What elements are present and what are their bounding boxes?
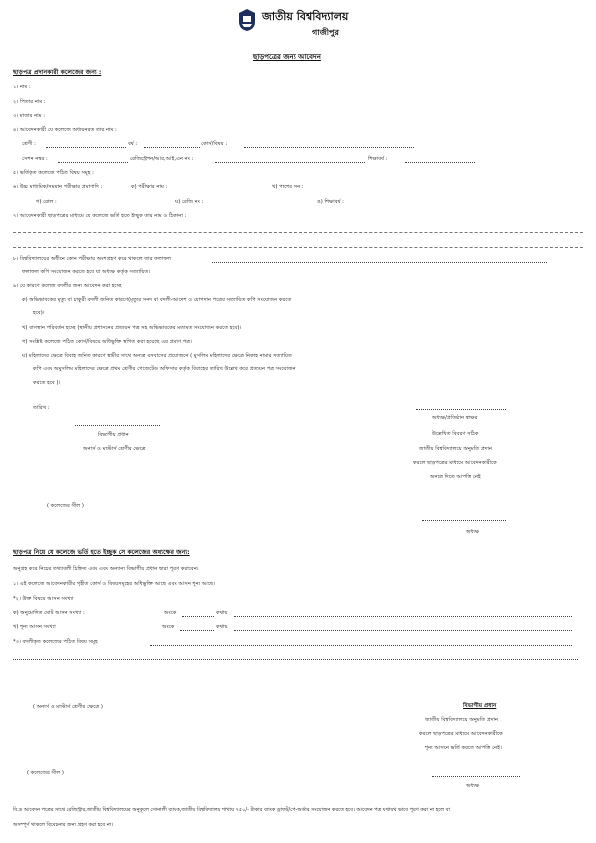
class-label: শ্রেণী : <box>22 141 36 147</box>
target-college-label: ৭। আবেদনকারী ছাড়পত্রের মাধ্যমে যে কলেজে ভর্তি হতে ইচ্ছুক তার নাম ও ঠিকানা : <box>13 213 187 219</box>
college-seal-label: ( কলেজের সীল ) <box>47 503 84 509</box>
prev-exam-field[interactable] <box>212 262 547 263</box>
section2-line-2: করলে ছাড়পত্রের মাধ্যমে আবেদনকারীকে <box>419 731 503 737</box>
reg-field[interactable] <box>215 162 365 163</box>
university-city: গাজীপুর <box>312 28 339 37</box>
reg-label: রেজিস্ট্রেশন/আর,আই,এন নং : <box>130 156 194 162</box>
field-father-label: ২। পিতার নাম : <box>13 99 46 105</box>
sessionyear-field[interactable] <box>405 162 475 163</box>
footer-note-1: বি.দ্র আবেদন পত্রের সাথে রেজিস্ট্রার,জাতীয় বিশ্ববিদ্যালয়ের অনুকূলে সোনালী ব্যাংক,জাতীয় বিশ্ববিদ্যালয় শাখায় ৭৫০/- টাকার ব্যাংক ড্রাফট/পে-অর্ডার সংযোজন করতে হবে। আবেদন পত্র যথাযথ ভাবে পূরণ করা না হলে বা <box>13 807 450 813</box>
university-name: জাতীয় বিশ্ববিদ্যালয় <box>262 10 349 23</box>
section2-principal-line[interactable] <box>432 776 520 777</box>
academic-year-label: ঙ) শিক্ষাবর্ষ : <box>317 199 344 205</box>
sessionyear-label: শিক্ষাবর্ষ : <box>368 156 388 162</box>
dept-head-signature-line[interactable] <box>75 425 160 426</box>
question-1: ১। এই কলেজে আবেদনকারীর গৃহীত কোর্স ও বিষয়সমূহের অধিভুক্তি আছে এবং আসন শূন্য আছে। <box>13 581 216 587</box>
class-field[interactable] <box>46 147 126 148</box>
total-seats-label: ক) অনুমোদিত মোট আসন সংখ্যা : <box>13 610 85 616</box>
section2-line-3: শূন্য আসনে ভর্তি করতে আপত্তি নেই। <box>425 745 502 751</box>
course-label: কোর্স/বিষয় : <box>201 141 228 147</box>
section2-seal-label: ( কলেজের সীল ) <box>27 770 64 776</box>
field-name-label: ১। নাম : <box>13 84 31 90</box>
principal-label: অধ্যক্ষ <box>466 529 480 535</box>
total-seats-words-field[interactable] <box>234 616 572 617</box>
section2-line-1: জাতীয় বিশ্ববিদ্যালয়ে অনুমতি প্রদান <box>425 717 499 723</box>
total-seats-words-label: কথায় <box>216 610 228 616</box>
reason-gha-1: ঘ) মহিলাদের ক্ষেত্রে বিবাহ জনিত কারণে স্বামীর সাথে অন্যত্র বসবাসের প্রয়োজনে ( মুসলিম মহিলাদের ক্ষেত্রে নিকাহ নামার সত্যায়িত <box>22 353 292 359</box>
question-3: *৩। বদলীকৃত কলেজের পঠিত বিষয় সমূহ <box>13 639 98 645</box>
reg-no-label: ঘ) রেজি নং : <box>175 199 204 205</box>
roll-label: গ) রোল : <box>36 199 57 205</box>
footer-note-2: অসম্পূর্ণ থাকলে বিবেচনার জন্য গ্রহণ করা হবে না। <box>13 822 114 828</box>
pass-year-label: খ) পাশের সন : <box>272 184 304 190</box>
section2-intro: অনুগ্রহ করে নিচের তথ্যাবলী চিহ্নিত এবং এবং অন্যান্য বিভাগীয় প্রধান দ্বারা পূরণ করাবেন। <box>13 566 199 572</box>
course-field[interactable] <box>244 147 414 148</box>
reason-kha: খ) বাসস্থান পরিবর্তন হচ্ছে (স্থানীয় প্রশাসনের প্রত্যয়ন পত্র সহ অভিভাবকের মতামত সংযোজন করতে হবে)। <box>22 325 242 331</box>
vacant-seats-words-field[interactable] <box>234 630 572 631</box>
total-seats-num-field[interactable] <box>182 616 214 617</box>
reason-gha-2: কপি এবং অমুসলিম মহিলাদের ক্ষেত্রে প্রথম শ্রেণীর গেজেটেড অফিসার কর্তৃক বিবাহের তারিখ উল্লেখ করে প্রত্যয়ন পত্র সংযোজন <box>33 366 296 372</box>
section2-title: ছাড়পত্র নিয়ে যে কলেজে ভর্তি হতে ইচ্ছুক সে কলেজের অধ্যক্ষের জন্য: <box>13 549 190 556</box>
target-college-line-2[interactable] <box>13 247 583 248</box>
principal-signature-line[interactable] <box>416 409 506 410</box>
exam-name-label: ক) পরীক্ষার নাম : <box>131 184 168 190</box>
subjects-field-2[interactable] <box>13 659 578 660</box>
vacant-seats-num-label: অংকে <box>162 624 175 630</box>
dept-head-sub: অনার্স ও মাস্টার্স শ্রেণীর ক্ষেত্রে <box>83 446 146 452</box>
field-college-label: ৪। আবেদনকারী যে কলেজে অধ্যয়নরত তার নাম : <box>13 127 117 133</box>
university-logo-icon <box>238 8 256 32</box>
section2-dept-sub: ( অনার্স ও মাস্টার্স শ্রেণীর ক্ষেত্রে ) <box>33 704 103 710</box>
section2-dept-head: বিভাগীয় প্রধান <box>463 703 497 709</box>
section2-principal-label: অধ্যক্ষ <box>466 783 480 789</box>
year-label: বর্ষ : <box>128 141 138 147</box>
target-college-line-1[interactable] <box>13 232 583 233</box>
prev-exam-label: ৮। বিশ্ববিদ্যালয়ের অধীনে কোন পরীক্ষায় অংশগ্রহণ করে থাকলে তার ফলাফল <box>13 256 172 262</box>
section1-title: ছাড়পত্র প্রদানকারী কলেজের জন্য : <box>13 69 102 76</box>
date-label: তারিখ : <box>33 405 50 411</box>
vacant-seats-label: খ) শূন্য আসন সংখ্যা <box>13 624 56 630</box>
result-copy-note: ফলাফল কপি সংযোজন করতে হবে যা অধ্যক্ষ কর্তৃক সত্যায়িত। <box>22 269 151 275</box>
approval-line-1: উল্লেখিত বিবরণ সঠিক <box>432 431 479 437</box>
reason-ka-1: ক) অভিভাবকের মৃত্যু বা চাকুরী বদলী জনিত কারণে(মৃত্যুর সনদ বা বদলী-আদেশ ও যোগদান পত্রের সত্যায়িত কপি সংযোজন করতে <box>22 297 292 303</box>
session-field[interactable] <box>58 162 128 163</box>
reason-ka-2: হবে)। <box>33 310 45 316</box>
dept-head-label: বিভাগীয় প্রধান <box>98 432 129 438</box>
approval-line-2: জাতীয় বিশ্ববিদ্যালয়ে অনুমতি প্রদান <box>419 446 493 452</box>
approval-line-4: অন্যত্র দিতে আপত্তি নেই <box>430 474 481 480</box>
principal-line[interactable] <box>422 520 506 521</box>
form-title: ছাড়পত্রের জন্য আবেদন <box>253 53 321 61</box>
hsc-proof-label: ৬। উচ্চ মাধ্যমিক/সমমান পরীক্ষার প্রমাণাদি : <box>13 184 103 190</box>
approval-line-3: করলে ছাড়পত্রের মাধ্যমে আবেদনকারীকে <box>413 460 497 466</box>
field-mother-label: ৩। মাতার নাম : <box>13 113 46 119</box>
principal-signature-label: অধ্যক্ষ/প্রতিষ্ঠান স্বাক্ষর <box>432 415 478 421</box>
total-seats-num-label: অংকে <box>164 610 177 616</box>
question-2: *২। উক্ত বিষয়ে আসন সংখ্যা <box>13 596 74 602</box>
reason-gha-3: করতে হবে )। <box>33 380 61 386</box>
subjects-field-1[interactable] <box>150 645 572 646</box>
reason-label: ৯। যে কারণে কলেজ বদলীর জন্য আবেদন করা হচ্ছে <box>13 283 122 289</box>
reason-ga: গ) সংশ্লিষ্ট কলেজে পঠিত কোর্স/বিষয়ে অধিভুক্তি স্থগিত করা হয়েছে এর প্রমাণ পত্র। <box>22 339 192 345</box>
session-label: সেশন নম্বর : <box>22 156 48 162</box>
vacant-seats-num-field[interactable] <box>180 630 214 631</box>
year-field[interactable] <box>144 147 200 148</box>
subjects-label: ৫। ভর্তিকৃত কলেজে পঠিত বিষয় সমূহ : <box>13 170 94 176</box>
vacant-seats-words-label: কথায় <box>216 624 228 630</box>
